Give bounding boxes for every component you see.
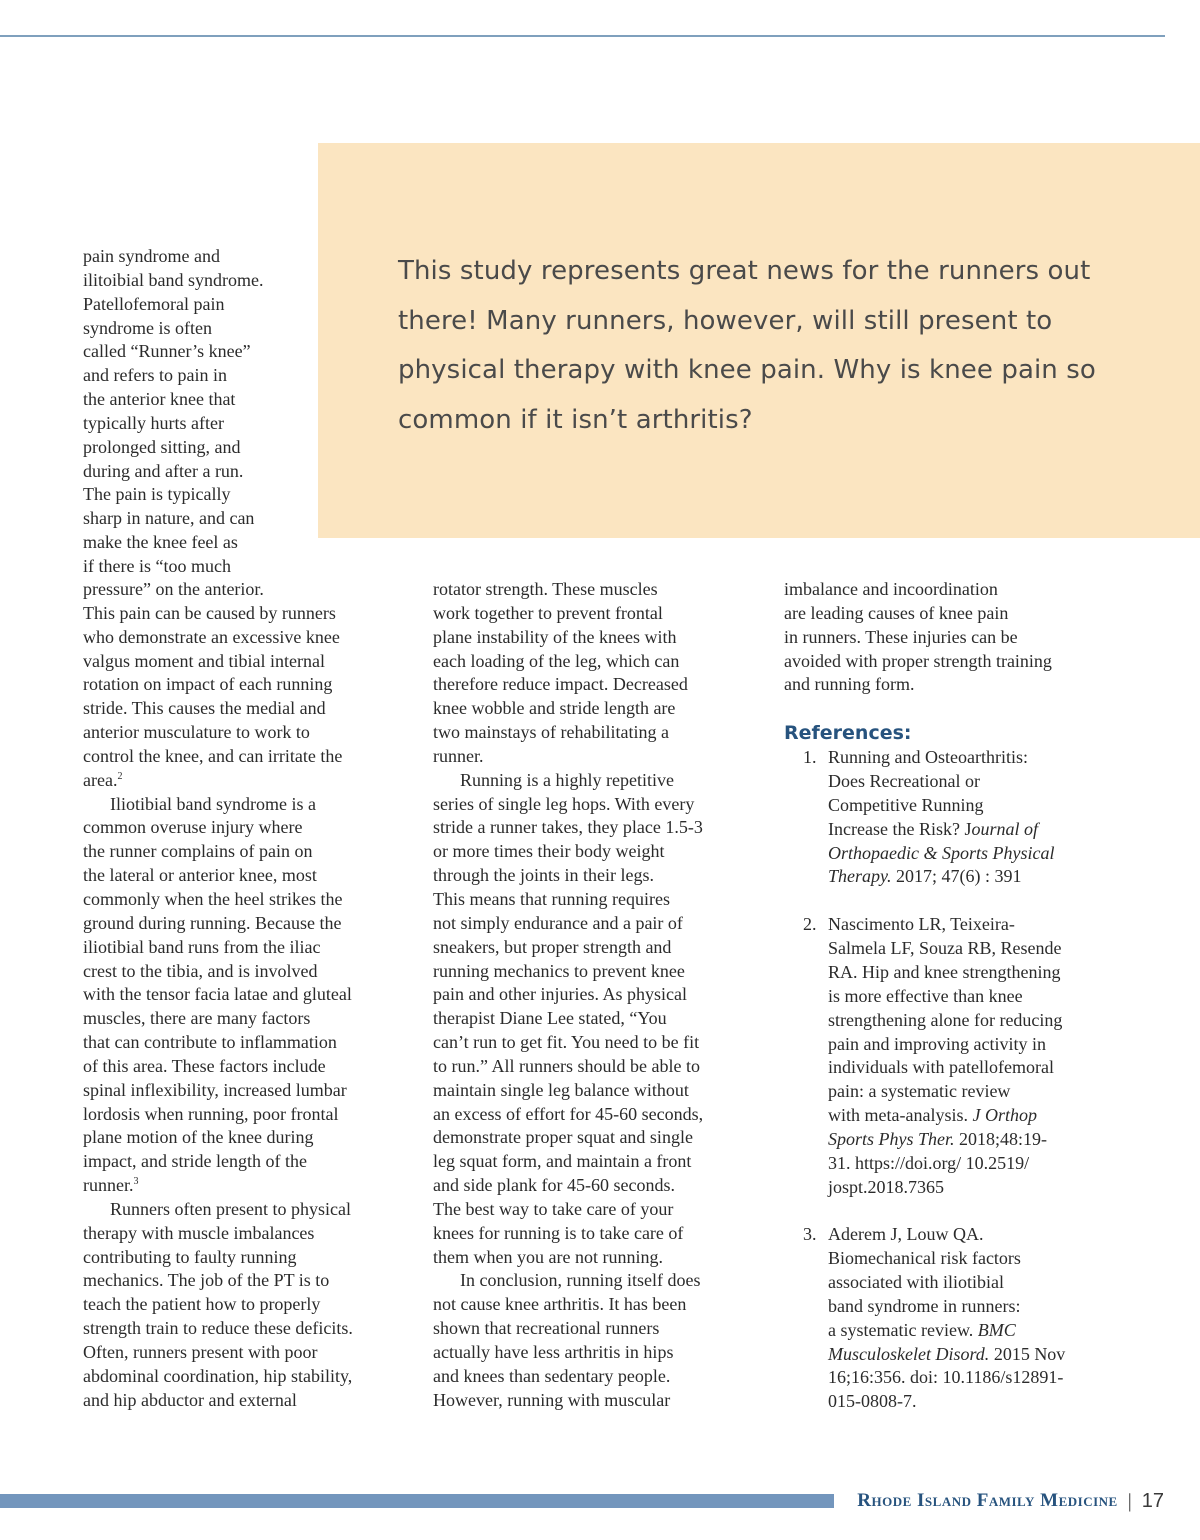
text-line: sharp in nature, and can (83, 508, 255, 529)
text-line-content: a systematic review. (828, 1319, 978, 1340)
text-line: jospt.2018.7365 (828, 1176, 945, 1197)
text-line: that can contribute to inflammation (83, 1032, 337, 1053)
text-line: to run.” All runners should be able to (433, 1055, 700, 1076)
text-line: not cause knee arthritis. It has been (433, 1294, 687, 1315)
text-line: Biomechanical risk factors (828, 1248, 1021, 1269)
text-line: The best way to take care of your (433, 1198, 674, 1219)
page-footer (857, 1486, 1164, 1516)
text-line: common overuse injury where (83, 817, 303, 838)
text-line: commonly when the heel strikes the (83, 888, 343, 909)
journal-title: Sports Phys Ther. (828, 1128, 955, 1149)
text-line: pain syndrome and (83, 246, 220, 266)
citation-details: 2015 Nov (989, 1343, 1066, 1364)
text-line: muscles, there are many factors (83, 1008, 311, 1029)
text-line: Running is a highly repetitive (460, 769, 674, 790)
text-line: not simply endurance and a pair of (433, 912, 683, 933)
text-line: crest to the tibia, and is involved (83, 960, 318, 981)
text-line (828, 1128, 1120, 1152)
text-line: spinal inflexibility, increased lumbar (83, 1079, 347, 1100)
text-line: typically hurts after (83, 412, 224, 433)
reference-item (784, 1223, 1120, 1414)
text-line: running mechanics to prevent knee (433, 960, 685, 981)
text-line: pain and other injuries. As physical (433, 984, 687, 1005)
text-line: rotator strength. These muscles (433, 579, 658, 599)
text-line (828, 1343, 1120, 1367)
publication-title: Rhode Island Family Medicine (857, 1490, 1118, 1511)
text-line: therapy with muscle imbalances (83, 1222, 315, 1243)
text-line: abdominal coordination, hip stability, (83, 1365, 353, 1386)
text-line: are leading causes of knee pain (784, 602, 1009, 623)
pull-quote-box (318, 143, 1200, 538)
text-line: syndrome is often (83, 317, 212, 338)
text-line: strengthening alone for reducing (828, 1009, 1063, 1030)
text-line: can’t run to get fit. You need to be fit (433, 1032, 700, 1053)
text-line (83, 1174, 413, 1198)
reference-number: 2. (803, 914, 817, 935)
footer-separator: | (1127, 1489, 1132, 1512)
column-1-top (83, 245, 313, 579)
text-line: stride. This causes the medial and (83, 698, 326, 719)
text-line: the anterior knee that (83, 389, 236, 410)
text-line: anterior musculature to work to (83, 722, 310, 743)
text-line: with the tensor facia latae and gluteal (83, 984, 352, 1005)
text-line: therefore reduce impact. Decreased (433, 674, 688, 695)
text-line: actually have less arthritis in hips (433, 1342, 674, 1362)
column-2 (433, 578, 768, 1413)
text-line: pressure” on the anterior. (83, 579, 264, 599)
text-line: ground during running. Because the (83, 912, 342, 933)
text-line-content: with meta-analysis. (828, 1105, 973, 1126)
text-line (828, 1319, 1120, 1343)
text-line: ilitoibial band syndrome. (83, 269, 264, 290)
text-line: Running and Osteoarthritis: (828, 747, 1028, 768)
text-line: individuals with patellofemoral (828, 1057, 1054, 1078)
text-line: Often, runners present with poor (83, 1342, 318, 1362)
text-line: contributing to faulty running (83, 1246, 297, 1267)
text-line: who demonstrate an excessive knee (83, 626, 340, 647)
text-line: The pain is typically (83, 484, 231, 505)
text-line: and side plank for 45-60 seconds. (433, 1175, 675, 1196)
column-1-bottom (83, 578, 413, 1413)
reference-number: 1. (803, 747, 817, 768)
text-line: plane instability of the knees with (433, 626, 677, 647)
references-list (784, 746, 1120, 1414)
journal-title: Musculoskelet Disord. (828, 1343, 990, 1364)
text-line: prolonged sitting, and (83, 436, 241, 457)
journal-title: BMC (977, 1319, 1016, 1340)
text-line: rotation on impact of each running (83, 674, 333, 695)
text-line: mechanics. The job of the PT is to (83, 1270, 330, 1291)
pull-quote-text: This study represents great news for the runners out there! Many runners, however, will still present to physical therapy with knee pain. Why is knee pain so common if it isn’t arthritis? (398, 256, 1096, 435)
text-line: and hip abductor and external (83, 1389, 297, 1410)
journal-title: Therapy. (828, 866, 892, 887)
text-line: work together to prevent frontal (433, 602, 663, 623)
text-line: called “Runner’s knee” (83, 341, 251, 362)
text-line: through the joints in their legs. (433, 865, 654, 886)
text-line: In conclusion, running itself does (460, 1270, 701, 1291)
text-line-content: Increase the Risk? J (828, 818, 972, 839)
text-line: This pain can be caused by runners (83, 602, 336, 623)
text-line: knee wobble and stride length are (433, 698, 676, 719)
text-line: plane motion of the knee during (83, 1127, 314, 1148)
text-line: if there is “too much (83, 555, 231, 576)
text-line: pain and improving activity in (828, 1033, 1046, 1054)
text-line: RA. Hip and knee strengthening (828, 961, 1061, 982)
text-line: impact, and stride length of the (83, 1151, 307, 1172)
text-line: series of single leg hops. With every (433, 793, 695, 814)
text-line (828, 865, 1120, 889)
reference-number: 3. (803, 1224, 817, 1245)
text-line: Salmela LF, Souza RB, Resende (828, 938, 1062, 959)
text-line: control the knee, and can irritate the (83, 745, 343, 766)
text-line: runner. (433, 745, 484, 766)
text-line: Competitive Running (828, 794, 984, 815)
text-line: in runners. These injuries can be (784, 626, 1018, 647)
text-line: Aderem J, Louw QA. (828, 1224, 984, 1245)
text-line: lordosis when running, poor frontal (83, 1103, 339, 1124)
text-line: However, running with muscular (433, 1389, 671, 1410)
text-line: Does Recreational or (828, 771, 980, 792)
text-line: is more effective than knee (828, 985, 1023, 1006)
text-line-content: runner. (83, 1175, 134, 1196)
text-line: and refers to pain in (83, 365, 227, 386)
text-line: 16;16:356. doi: 10.1186/s12891- (828, 1367, 1064, 1388)
citation-details: 2018;48:19- (954, 1128, 1048, 1149)
text-line (828, 1104, 1120, 1128)
text-line: 31. https://doi.org/ 10.2519/ (828, 1152, 1030, 1173)
text-line: Patellofemoral pain (83, 293, 225, 314)
text-line: during and after a run. (83, 460, 244, 481)
footnote-ref: 3 (133, 1176, 139, 1188)
text-line: Runners often present to physical (110, 1198, 351, 1219)
text-line: leg squat form, and maintain a front (433, 1151, 692, 1172)
text-line: the lateral or anterior knee, most (83, 865, 317, 886)
text-line: associated with iliotibial (828, 1272, 1004, 1293)
text-line: the runner complains of pain on (83, 841, 313, 862)
text-line: imbalance and incoordination (784, 579, 998, 599)
text-line: strength train to reduce these deficits. (83, 1318, 353, 1339)
journal-title: Orthopaedic & Sports Physical (828, 842, 1055, 863)
text-line: band syndrome in runners: (828, 1295, 1021, 1316)
text-line: demonstrate proper squat and single (433, 1127, 693, 1148)
text-line: maintain single leg balance without (433, 1079, 689, 1100)
references-heading: References: (784, 722, 912, 745)
text-line-content: area. (83, 769, 118, 790)
text-line: make the knee feel as (83, 532, 238, 553)
reference-item (784, 746, 1120, 889)
text-line: and running form. (784, 674, 915, 695)
text-line: Iliotibial band syndrome is a (110, 793, 316, 814)
text-line: iliotibial band runs from the iliac (83, 936, 321, 957)
text-line: 015-0808-7. (828, 1391, 917, 1412)
text-line: two mainstays of rehabilitating a (433, 722, 669, 743)
citation-details: 2017; 47(6) : 391 (891, 866, 1022, 887)
footer-bar (0, 1494, 834, 1508)
reference-item (784, 913, 1120, 1199)
text-line: sneakers, but proper strength and (433, 936, 672, 957)
page-number: 17 (1141, 1489, 1164, 1512)
text-line: Nascimento LR, Teixeira- (828, 914, 1015, 935)
text-line (83, 769, 413, 793)
text-line (828, 818, 1120, 842)
text-line: stride a runner takes, they place 1.5-3 (433, 817, 703, 838)
text-line: them when you are not running. (433, 1246, 663, 1267)
text-line: of this area. These factors include (83, 1055, 326, 1076)
footnote-ref: 2 (117, 770, 123, 782)
text-line: This means that running requires (433, 888, 670, 909)
text-line: avoided with proper strength training (784, 650, 1052, 671)
text-line: knees for running is to take care of (433, 1222, 684, 1243)
journal-title: J Orthop (972, 1105, 1037, 1126)
text-line: or more times their body weight (433, 841, 665, 862)
text-line: therapist Diane Lee stated, “You (433, 1008, 667, 1029)
column-3 (784, 578, 1120, 1414)
text-line: an excess of effort for 45-60 seconds, (433, 1103, 704, 1124)
text-line: valgus moment and tibial internal (83, 650, 325, 671)
text-line: teach the patient how to properly (83, 1294, 321, 1315)
text-line: pain: a systematic review (828, 1081, 1011, 1102)
text-line: and knees than sedentary people. (433, 1365, 671, 1386)
text-line: shown that recreational runners (433, 1318, 660, 1339)
top-divider-rule (0, 35, 1165, 37)
journal-title: ournal of (971, 818, 1038, 839)
text-line: each loading of the leg, which can (433, 650, 680, 671)
